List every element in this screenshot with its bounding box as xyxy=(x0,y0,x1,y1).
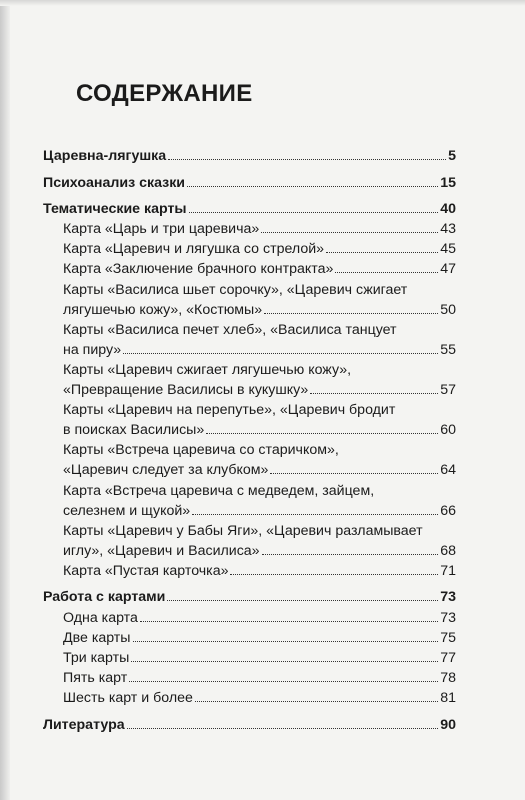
entry-title: Пять карт xyxy=(63,669,128,686)
dot-leader xyxy=(195,701,438,702)
page-number: 43 xyxy=(440,221,456,238)
toc-entry xyxy=(43,688,456,708)
toc-line xyxy=(43,561,456,581)
dot-leader xyxy=(310,393,438,394)
page-number: 71 xyxy=(440,562,456,579)
scan-edge-left xyxy=(0,0,10,800)
toc-entry xyxy=(43,280,456,320)
toc-entry xyxy=(43,715,456,735)
toc-line xyxy=(43,668,456,688)
toc-line xyxy=(43,501,456,521)
page-number: 45 xyxy=(440,241,456,258)
toc-entry xyxy=(43,668,456,688)
page-number: 55 xyxy=(440,341,456,358)
entry-title: лягушечью кожу», «Костюмы» xyxy=(63,301,263,318)
entry-title: Психоанализ сказки xyxy=(43,174,186,191)
toc-line-wrapped xyxy=(43,280,456,300)
toc-line xyxy=(43,715,456,735)
toc-line xyxy=(43,628,456,648)
toc-line xyxy=(43,340,456,360)
page-number: 50 xyxy=(440,301,456,318)
toc-entry xyxy=(43,400,456,440)
toc-line xyxy=(43,608,456,628)
entry-title: «Превращение Василисы в кукушку» xyxy=(63,382,309,399)
entry-title: Литература xyxy=(43,716,125,733)
toc-entry xyxy=(43,199,456,219)
page-number: 81 xyxy=(440,689,456,706)
dot-leader xyxy=(206,433,438,434)
toc-line xyxy=(43,219,456,239)
toc-entry xyxy=(43,239,456,259)
toc-entry xyxy=(43,173,456,193)
page-number: 78 xyxy=(440,669,456,686)
page-number: 40 xyxy=(440,201,456,218)
toc-entry xyxy=(43,320,456,360)
toc-line-wrapped xyxy=(43,481,456,501)
entry-title: Работа с картами xyxy=(43,589,166,606)
entry-title: Карта «Царевич и лягушка со стрелой» xyxy=(63,241,325,258)
toc-line xyxy=(43,420,456,440)
dot-leader xyxy=(189,212,439,213)
toc-entry xyxy=(43,587,456,607)
toc-line-wrapped xyxy=(43,400,456,420)
toc-line-wrapped xyxy=(43,360,456,380)
page-number: 57 xyxy=(440,382,456,399)
entry-title: Три карты xyxy=(63,649,130,666)
entry-title: Две карты xyxy=(63,629,131,646)
scan-edge-top xyxy=(0,0,525,6)
toc-line xyxy=(43,199,456,219)
entry-title: Карты «Василиса шьет сорочку», «Царевич сжигает xyxy=(63,281,408,298)
dot-leader xyxy=(168,159,446,160)
page-number: 77 xyxy=(440,649,456,666)
page-number: 5 xyxy=(448,148,456,164)
dot-leader xyxy=(335,272,438,273)
dot-leader xyxy=(262,554,439,555)
page-number: 60 xyxy=(440,422,456,439)
entry-title: Одна карта xyxy=(63,609,138,626)
dot-leader xyxy=(131,661,438,662)
entry-title: в поисках Василисы» xyxy=(63,422,205,439)
dot-leader xyxy=(192,514,438,515)
dot-leader xyxy=(230,574,438,575)
toc-entry xyxy=(43,481,456,521)
toc-entry xyxy=(43,648,456,668)
entry-title: Карта «Пустая карточка» xyxy=(63,562,229,579)
toc-line xyxy=(43,300,456,320)
toc-line xyxy=(43,146,456,166)
dot-leader xyxy=(123,353,438,354)
page-number: 68 xyxy=(440,542,456,559)
dot-leader xyxy=(187,186,438,187)
page-number: 73 xyxy=(440,609,456,626)
toc-line xyxy=(43,239,456,259)
page-number: 66 xyxy=(440,502,456,519)
toc-entry xyxy=(43,259,456,279)
table-of-contents xyxy=(43,146,456,735)
dot-leader xyxy=(270,473,438,474)
toc-entry xyxy=(43,219,456,239)
toc-line xyxy=(43,587,456,607)
entry-title: Карта «Царь и три царевича» xyxy=(63,221,260,238)
page-number: 15 xyxy=(440,174,456,191)
toc-line-wrapped xyxy=(43,320,456,340)
entry-title: селезнем и щукой» xyxy=(63,502,191,519)
dot-leader xyxy=(129,681,438,682)
toc-entry xyxy=(43,360,456,400)
toc-line xyxy=(43,460,456,480)
entry-title: Карты «Василиса печет хлеб», «Василиса танцует xyxy=(63,321,397,338)
page-number: 64 xyxy=(440,462,456,479)
entry-title: Карты «Встреча царевича со старичком», xyxy=(63,442,339,459)
entry-title: на пиру» xyxy=(63,341,122,358)
page-number: 73 xyxy=(440,589,456,606)
page-number: 47 xyxy=(440,261,456,278)
toc-entry xyxy=(43,561,456,581)
entry-title: иглу», «Царевич и Василиса» xyxy=(63,542,260,559)
toc-line-wrapped xyxy=(43,521,456,541)
entry-title: Карты «Царевич на перепутье», «Царевич бродит xyxy=(63,402,396,419)
dot-leader xyxy=(140,621,438,622)
entry-title: Тематические карты xyxy=(43,201,187,218)
toc-line xyxy=(43,173,456,193)
toc-line xyxy=(43,380,456,400)
toc-line xyxy=(43,688,456,708)
dot-leader xyxy=(261,232,438,233)
entry-title: Карты «Царевич сжигает лягушечью кожу», xyxy=(63,361,352,378)
entry-title: Карта «Заключение брачного контракта» xyxy=(63,261,334,278)
dot-leader xyxy=(127,728,439,729)
entry-title: Карты «Царевич у Бабы Яги», «Царевич разламывает xyxy=(63,522,423,539)
toc-line-wrapped xyxy=(43,440,456,460)
entry-title: Карта «Встреча царевича с медведем, зайцем, xyxy=(63,482,375,499)
page-number: 75 xyxy=(440,629,456,646)
dot-leader xyxy=(264,313,438,314)
toc-line xyxy=(43,648,456,668)
entry-title: Царевна-лягушка xyxy=(43,148,167,164)
toc-entry xyxy=(43,440,456,480)
toc-entry xyxy=(43,608,456,628)
dot-leader xyxy=(133,641,439,642)
entry-title: «Царевич следует за клубком» xyxy=(63,462,269,479)
toc-entry xyxy=(43,521,456,561)
dot-leader xyxy=(326,252,438,253)
toc-line xyxy=(43,541,456,561)
entry-title: Шесть карт и более xyxy=(63,689,193,706)
page-number: 90 xyxy=(440,716,456,733)
toc-line xyxy=(43,259,456,279)
dot-leader xyxy=(167,600,438,601)
page-title: СОДЕРЖАНИЕ xyxy=(76,80,253,107)
toc-entry xyxy=(43,146,456,166)
toc-entry xyxy=(43,628,456,648)
